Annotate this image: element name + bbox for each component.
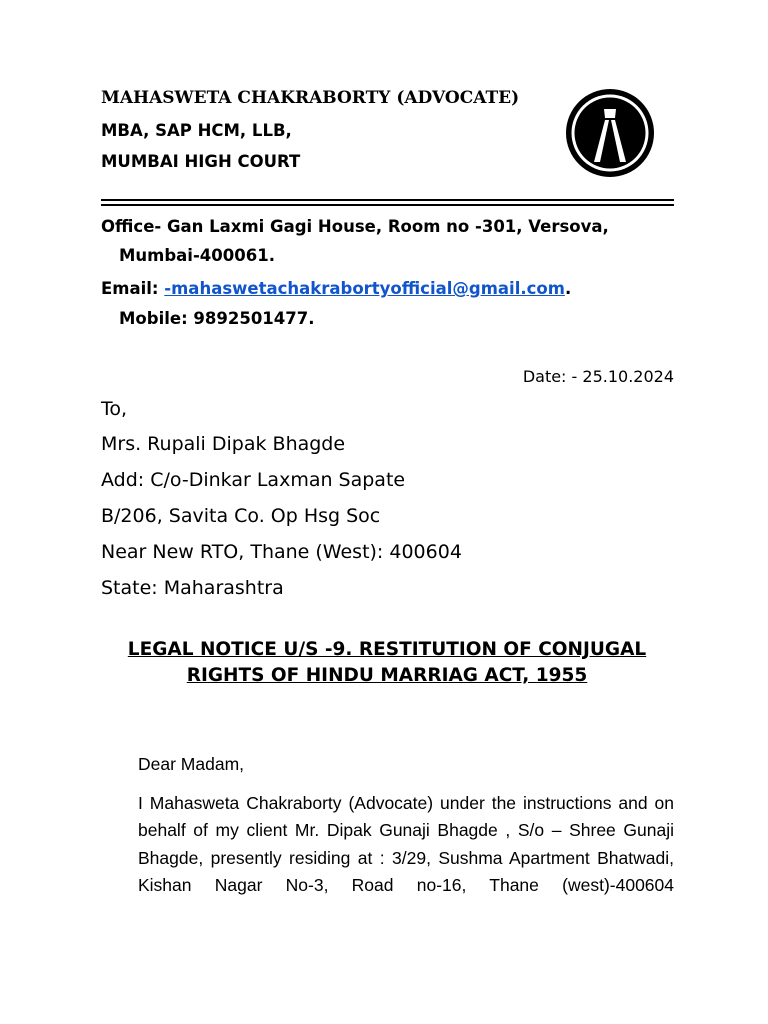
header-divider [101, 199, 674, 201]
body-paragraph: I Mahasweta Chakraborty (Advocate) under the instructions and on behalf of my client Mr. Dipak Gunaji Bhagde , S/o – Shree Gunaji Bhagde, presently residing at : 3/29, Sushma Apartment Bhatwadi, Kishan Nagar No-3, Road no-16, Thane (west)-400604 [138, 793, 674, 895]
email-label: Email: [101, 279, 165, 298]
notice-title: LEGAL NOTICE U/S -9. RESTITUTION OF CONJUGAL RIGHTS OF HINDU MARRIAG ACT, 1955 [127, 639, 647, 686]
notice-date: Date: - 25.10.2024 [522, 367, 674, 386]
advocate-name: MAHASWETA CHAKRABORTY (ADVOCATE) [101, 88, 520, 108]
recipient-state: State: Maharashtra [101, 577, 284, 599]
advocate-band-logo-icon [563, 86, 657, 180]
email-link[interactable]: -mahaswetachakrabortyofficial@gmail.com [164, 279, 565, 298]
qualifications: MBA, SAP HCM, LLB, [101, 121, 292, 140]
court-name: MUMBAI HIGH COURT [101, 152, 301, 171]
salutation: Dear Madam, [138, 754, 245, 774]
office-address-line1: Office- Gan Laxmi Gagi House, Room no -301, Versova, [101, 217, 609, 236]
email-line [101, 279, 571, 298]
recipient-address-line1: Add: C/o-Dinkar Laxman Sapate [101, 469, 406, 491]
recipient-address-line3: Near New RTO, Thane (West): 400604 [101, 541, 462, 563]
mobile-number: Mobile: 9892501477. [119, 309, 315, 328]
recipient-address-line2: B/206, Savita Co. Op Hsg Soc [101, 505, 381, 527]
office-address-line2: Mumbai-400061. [119, 246, 275, 265]
email-suffix: . [564, 279, 572, 298]
header-divider-second [101, 204, 674, 206]
recipient-to: To, [101, 398, 128, 420]
recipient-name: Mrs. Rupali Dipak Bhagde [101, 433, 346, 455]
